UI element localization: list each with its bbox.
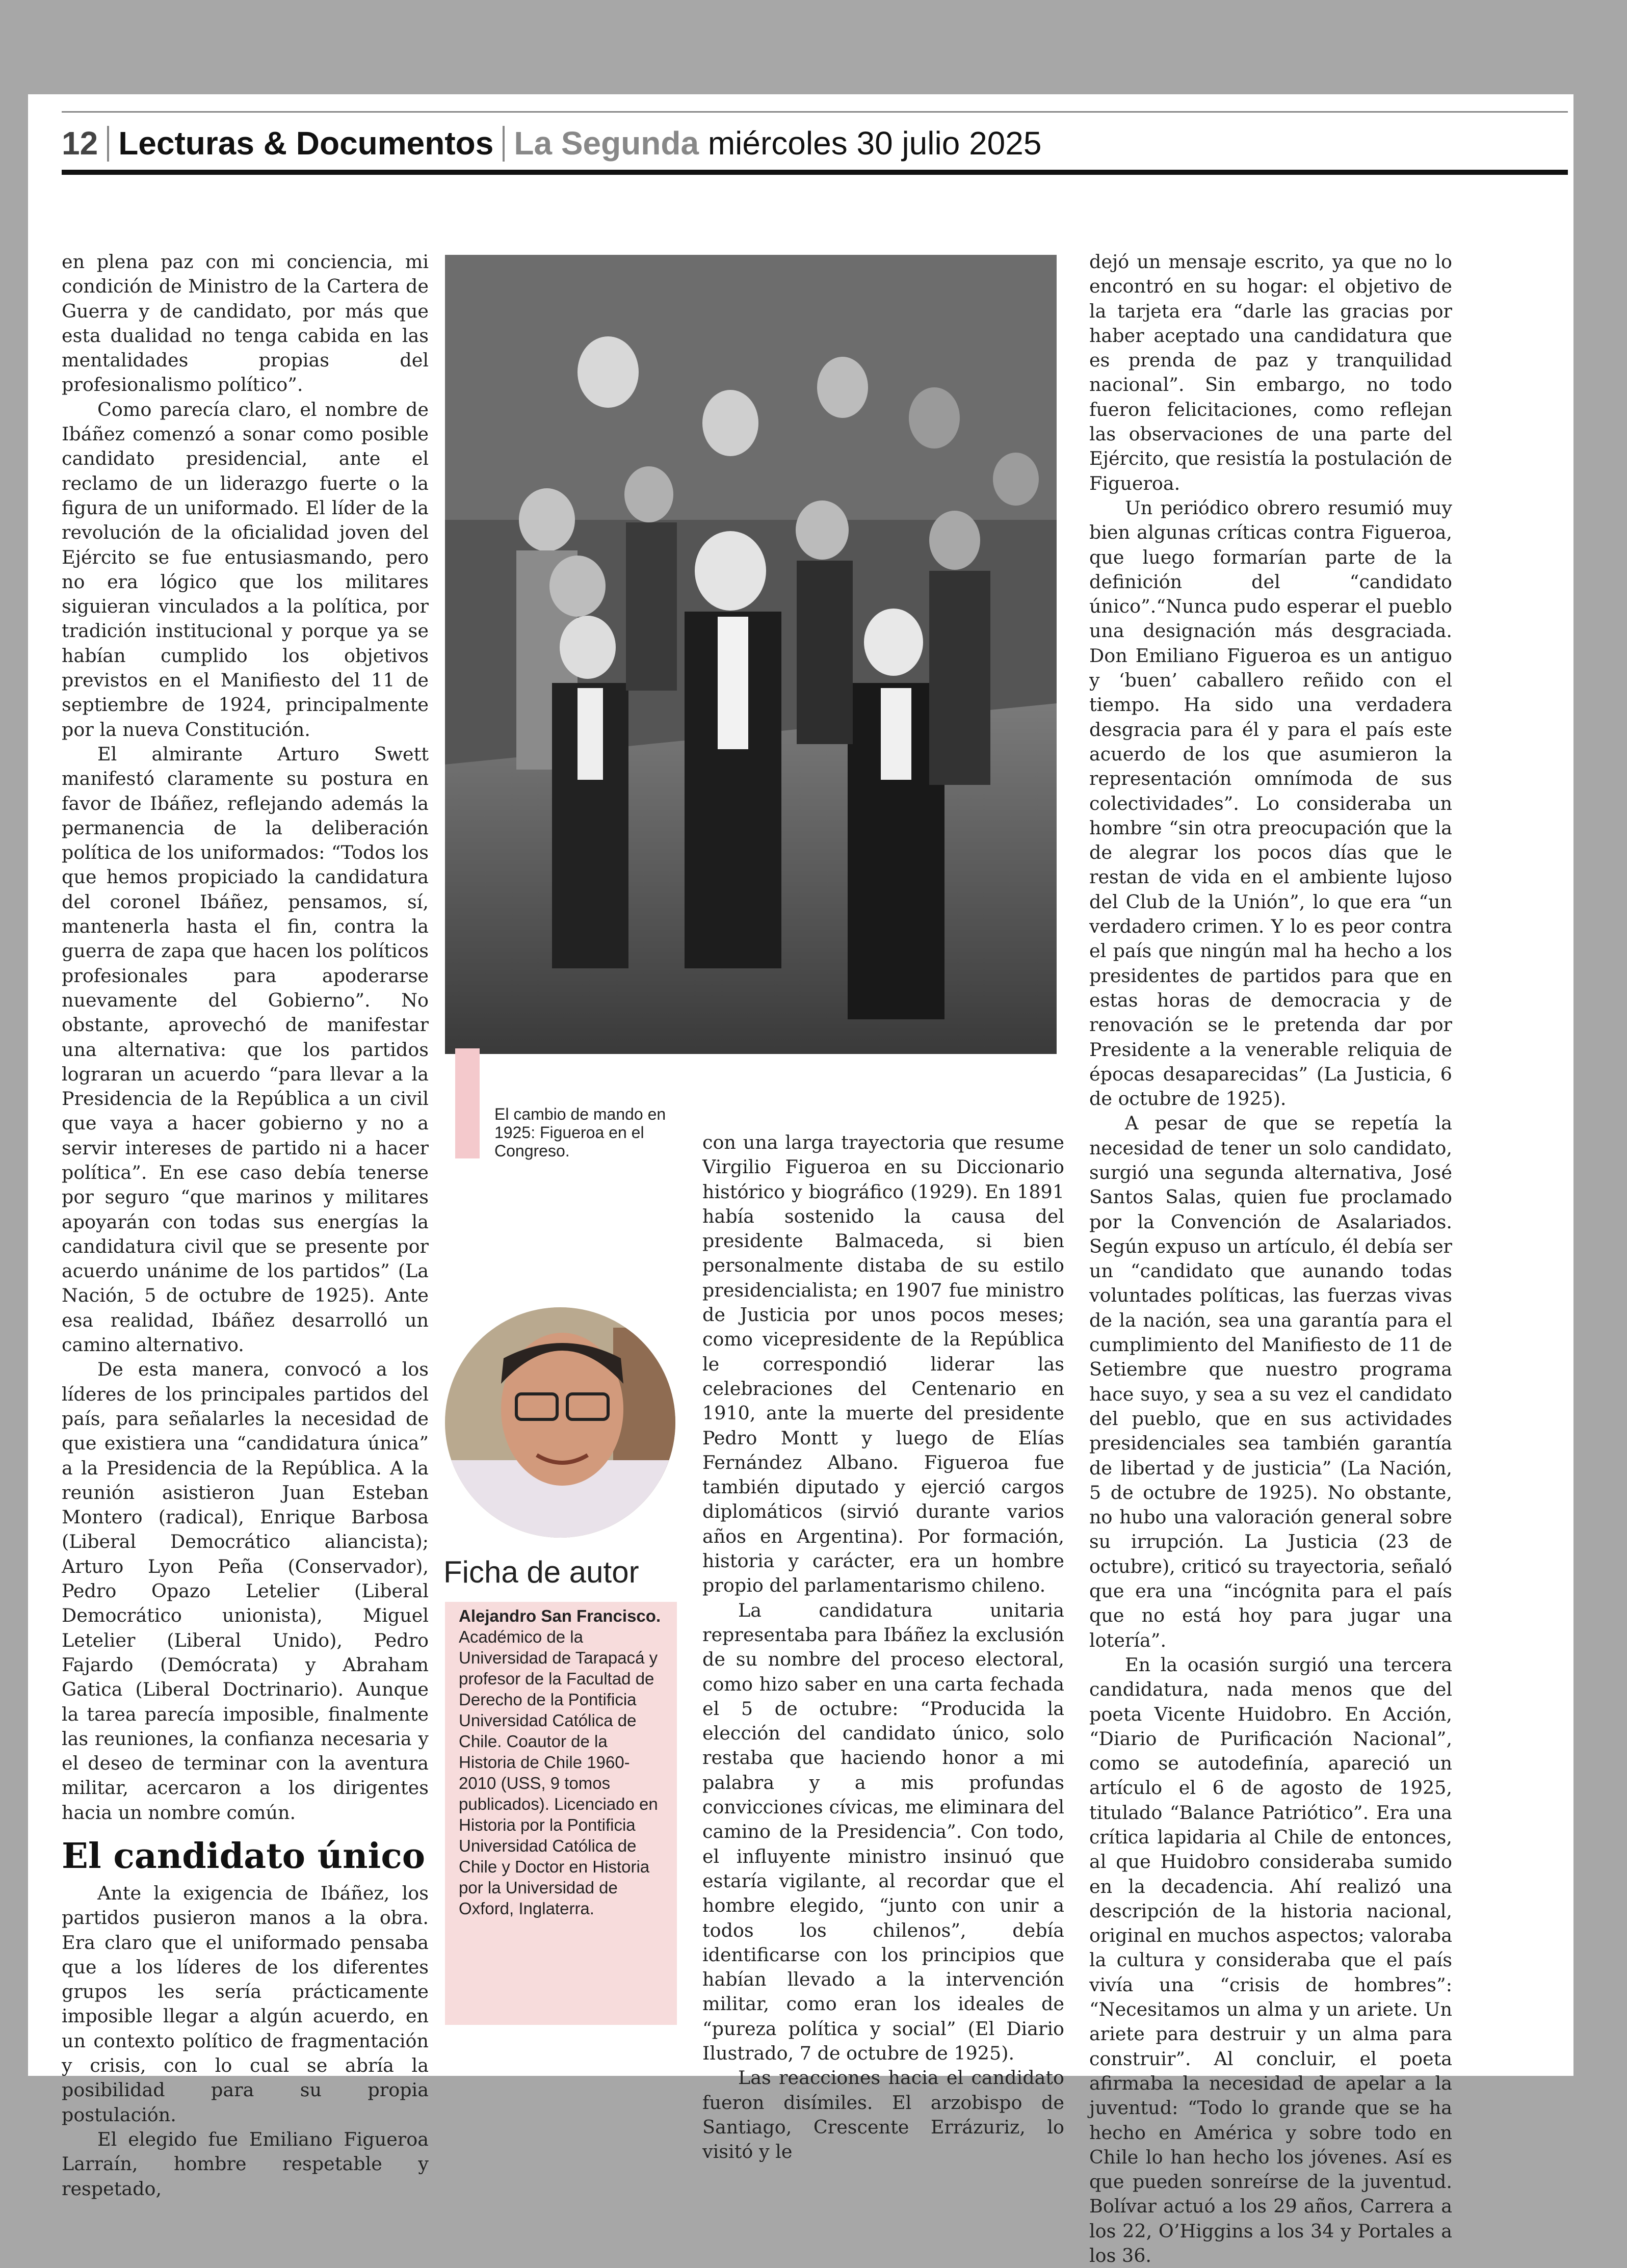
paragraph: El almirante Arturo Swett manifestó claramente su postura en favor de Ibáñez, reflejando además la permanencia de la deliberación política de los uniformados: “Todos los que hemos propiciado la candidatura del coronel Ibáñez, pensamos, sí, mantenerla hasta el fin, contra la guerra de zapa que hacen los políticos profesionales para apoderarse nuevamente del Gobierno”. No obstante, aprovechó de manifestar una alternativa: que los partidos lograran un acuerdo “para llevar a la Presidencia de la República a un civil que vaya a hacer gobierno y no a servir intereses de partido ni a hacer política”. En ese caso debía tenerse por seguro “que marinos y militares apoyarán con todas sus energías la candidatura civil que se presente por acuerdo unánime de los partidos” (La Nación, 5 de octubre de 1925). Ante esa realidad, Ibáñez desarrolló un camino alternativo. bbox=[62, 743, 429, 1356]
header-divider bbox=[107, 126, 109, 162]
paragraph: en plena paz con mi conciencia, mi condición de Ministro de la Cartera de Guerra y de candidato, por más que esta dualidad no tenga cabida en las mentalidades propias del profesionalismo político”. bbox=[62, 251, 429, 396]
author-name: Alejandro San Francisco. bbox=[459, 1606, 661, 1625]
page-number: 12 bbox=[62, 125, 98, 162]
author-description: Académico de la Universidad de Tarapacá y profesor de la Facultad de Derecho de la Pontificia Universidad Católica de Chile. Coautor de la Historia de Chile 1960-2010 (USS, 9 tomos publicados). Licenciado en Historia por la Pontificia Universidad Católica de Chile y Doctor en Historia por la Universidad de Oxford, Inglaterra. bbox=[459, 1627, 658, 1918]
page-header bbox=[62, 111, 1568, 174]
paragraph: Ante la exigencia de Ibáñez, los partidos pusieron manos a la obra. Era claro que el uniformado pensaba que a los líderes de los diferentes grupos les sería prácticamente imposible llegar a algún acuerdo, en un contexto político de fragmentación y crisis, con lo cual se abría la posibilidad para su propia postulación. bbox=[62, 1882, 429, 2126]
paragraph: A pesar de que se repetía la necesidad de tener un solo candidato, surgió una segunda alternativa, José Santos Salas, quien fue proclamado por la Convención de Asalariados. Según expuso un artículo, él debía ser un “candidato que aunando todas voluntades políticas, las fuerzas vivas de la nación, sea una garantía para el cumplimiento del Manifiesto de 11 de Setiembre que nuestro programa hace suyo, y sea a su vez el candidato del pueblo, que en sus actividades presidenciales sea también garantía de libertad y de justicia” (La Nación, 5 de octubre de 1925). No obstante, no hubo una valoración general sobre su irrupción. La Justicia (23 de octubre), criticó su trayectoria, señaló que era una “incógnita para el país que no está hoy para jugar una lotería”. bbox=[1089, 1112, 1452, 1651]
author-box-title: Ficha de autor bbox=[443, 1555, 639, 1589]
paragraph: El elegido fue Emiliano Figueroa Larraín, hombre respetable y respetado, bbox=[62, 2128, 429, 2200]
paragraph: dejó un mensaje escrito, ya que no lo encontró en su hogar: el objetivo de la tarjeta era “darle las gracias por haber aceptado una candidatura que es prenda de paz y tranquilidad nacional”. Sin embargo, no todo fueron felicitaciones, como reflejan las observaciones de una parte del Ejército, que resistía la postulación de Figueroa. bbox=[1089, 251, 1452, 494]
paragraph: con una larga trayectoria que resume Virgilio Figueroa en su Diccionario histórico y biográfico (1929). En 1891 había sostenido la causa del presidente Balmaceda, si bien personalmente distaba de su estilo presidencialista; en 1907 fue ministro de Justicia por unos pocos meses; como vicepresidente de la República le correspondió liderar las celebraciones del Centenario en 1910, ante la muerte del presidente Pedro Montt y luego de Elías Fernández Albano. Figueroa fue también diputado y ejerció cargos diplomáticos (sirvió durante varios años en Argentina). Por formación, historia y carácter, era un hombre propio del parlamentarismo chileno. bbox=[702, 1131, 1064, 1597]
section-title: Lecturas & Documentos bbox=[118, 125, 494, 162]
author-portrait bbox=[445, 1307, 675, 1538]
article-column-1 bbox=[62, 250, 429, 2201]
newspaper-name: La Segunda bbox=[514, 125, 699, 162]
caption-accent bbox=[455, 1048, 480, 1158]
article-column-4 bbox=[1089, 250, 1452, 2268]
paragraph: Las reacciones hacia el candidato fueron disímiles. El arzobispo de Santiago, Crescente Errázuriz, lo visitó y le bbox=[702, 2067, 1064, 2163]
paragraph: En la ocasión surgió una tercera candidatura, nada menos que del poeta Vicente Huidobro. En Acción, “Diario de Purificación Nacional”, como se autodefinía, apareció un artículo el 6 de agosto de 1925, titulado “Balance Patriótico”. Era una crítica lapidaria al Chile de entonces, al que Huidobro consideraba sumido en la decadencia. Ahí realizó una descripción de la historia nacional, original en muchos aspectos; valoraba la cultura y consideraba que el país vivía una “crisis de hombres”: “Necesitamos un alma y un ariete. Un ariete para destruir y un alma para construir”. Al concluir, el poeta afirmaba la necesidad de apelar a la juventud: “Todo lo grande que se ha hecho en América y sobre todo en Chile lo han hecho los jóvenes. Así es que pueden sonreírse de la juventud. Bolívar actuó a los 29 años, Carrera a los 22, O’Higgins a los 34 y Portales a los 36. bbox=[1089, 1653, 1452, 2267]
paragraph: La candidatura unitaria representaba para Ibáñez la exclusión de su nombre del proceso electoral, como hizo saber en una carta fechada el 5 de octubre: “Producida la elección del candidato único, solo restaba que haciendo honor a mi palabra y a mis profundas convicciones cívicas, me eliminara del camino de la Presidencia”. Con todo, el influyente ministro insinuó que estaría vigilante, al recordar que el hombre elegido, “junto con unir a todos los chilenos”, debía identificarse con los principios que habían llevado a la intervención militar, como eran los ideales de “pureza política y social” (El Diario Ilustrado, 7 de octubre de 1925). bbox=[702, 1599, 1064, 2064]
author-portrait-illustration bbox=[445, 1307, 675, 1538]
historical-photo bbox=[445, 255, 1057, 1054]
photo-caption: El cambio de mando en 1925: Figueroa en el Congreso. bbox=[494, 1105, 666, 1160]
article-column-3 bbox=[702, 1130, 1064, 2164]
header-divider bbox=[503, 126, 505, 162]
issue-date: miércoles 30 julio 2025 bbox=[707, 125, 1042, 162]
paragraph: Un periódico obrero resumió muy bien algunas críticas contra Figueroa, que luego formarían parte de la definición del “candidato único”.“Nunca pudo esperar el pueblo una designación más desgraciada. Don Emiliano Figueroa es un antiguo y ‘buen’ caballero reñido con el tiempo. Ha sido una verdadera desgracia para él y para el país este acuerdo de los que asumieron la representación omnímoda de sus colectividades”. Lo consideraba un hombre “sin otra preocupación que la de alegrar los pocos días que le restan de vida en el ambiente lujoso del Club de la Unión”, lo que era “un verdadero crimen. Y lo es peor contra el país que ningún mal ha hecho a los presidentes de partidos para que en estas horas de democracia y de renovación se le pretenda dar por Presidente a la venerable reliquia de épocas desaparecidas” (La Justicia, 6 de octubre de 1925). bbox=[1089, 496, 1452, 1110]
author-bio bbox=[459, 1605, 663, 1919]
subheading: El candidato único bbox=[62, 1836, 426, 1877]
photo-illustration bbox=[445, 255, 1057, 1054]
header-rule bbox=[62, 170, 1568, 175]
paragraph: Como parecía claro, el nombre de Ibáñez comenzó a sonar como posible candidato presidencial, ante el reclamo de un liderazgo fuerte o la figura de un uniformado. El líder de la revolución de la oficialidad joven del Ejército se fue entusiasmando, pero no era lógico que los militares siguieran vinculados a la política, por tradición institucional y porque ya se habían cumplido los objetivos previstos en el Manifiesto del 11 de septiembre de 1924, principalmente por la nueva Constitución. bbox=[62, 398, 429, 741]
paragraph: De esta manera, convocó a los líderes de los principales partidos del país, para señalarles la necesidad de que existiera una “candidatura única” a la Presidencia de la República. A la reunión asistieron Juan Esteban Montero (radical), Enrique Barbosa (Liberal Democrático aliancista); Arturo Lyon Peña (Conservador), Pedro Opazo Letelier (Liberal Democrático unionista), Miguel Letelier (Liberal Unido), Pedro Fajardo (Demócrata) y Abraham Gatica (Liberal Doctrinario). Aunque la tarea parecía imposible, finalmente las reuniones, la confianza necesaria y el deseo de terminar con la aventura militar, acercaron a los dirigentes hacia un nombre común. bbox=[62, 1358, 429, 1824]
